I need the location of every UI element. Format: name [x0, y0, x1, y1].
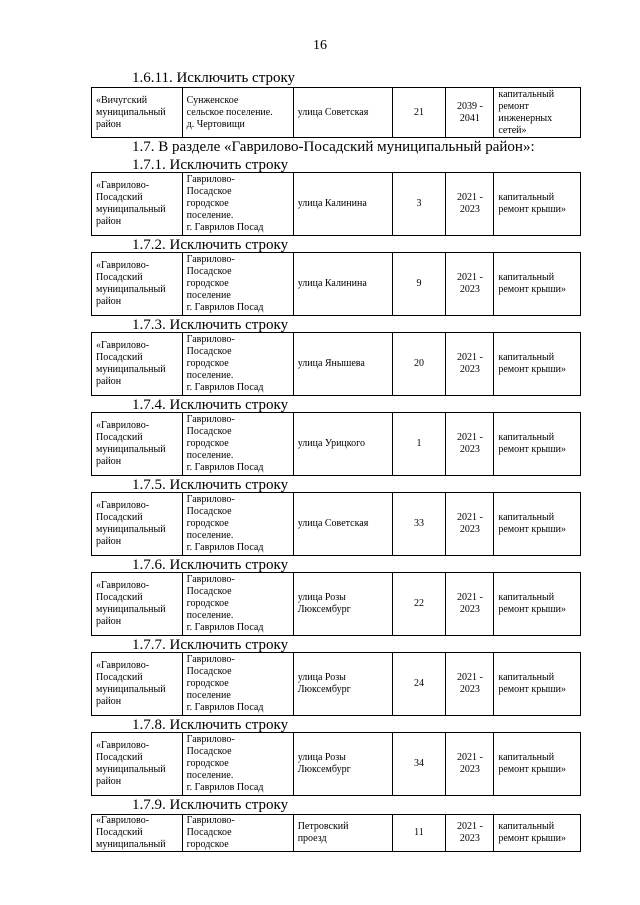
years-cell: 2021 - 2023: [457, 272, 483, 295]
work-cell: капитальный ремонт инженерных сетей»: [498, 88, 555, 136]
section-heading-1-7: 1.7. В разделе «Гаврилово-Посадский муниципальный район»:: [132, 139, 535, 155]
settlement-cell: Гаврилово- Посадское городское поселение. г. Гаврилов Посад: [186, 574, 264, 633]
heading-1-7-5: 1.7.5. Исключить строку: [132, 477, 289, 493]
district-cell: «Гаврилово- Посадский муниципальный район: [96, 340, 166, 387]
work-cell: капитальный ремонт крыши»: [498, 192, 566, 215]
street-cell: улица Розы Люксембург: [297, 752, 351, 775]
house-cell: 11: [414, 827, 424, 838]
table-row-1-7-6: [91, 572, 581, 636]
house-cell: 1: [416, 438, 422, 449]
table-row-1-7-5: [91, 492, 581, 556]
street-cell: Петровский проезд: [297, 821, 349, 844]
years-cell: 2039 - 2041: [457, 100, 483, 124]
table-row-1-7-3: [91, 332, 581, 396]
table-row-1-7-9: [91, 814, 581, 852]
district-cell: «Гаврилово- Посадский муниципальный район: [96, 260, 166, 307]
house-cell: 21: [413, 106, 424, 118]
house-cell: 24: [413, 678, 424, 689]
district-cell: «Вичугский муниципальный район: [96, 94, 166, 130]
settlement-cell: Гаврилово- Посадское городское поселение. г. Гаврилов Посад: [186, 334, 264, 393]
house-cell: 9: [416, 278, 422, 289]
settlement-cell: Гаврилово- Посадское городское поселение. г. Гаврилов Посад: [186, 734, 264, 793]
heading-1-7-2: 1.7.2. Исключить строку: [132, 237, 289, 253]
district-cell: «Гаврилово- Посадский муниципальный: [96, 815, 166, 850]
house-cell: 20: [413, 358, 424, 369]
settlement-cell: Гаврилово- Посадское городское поселение. г. Гаврилов Посад: [186, 174, 264, 233]
work-cell: капитальный ремонт крыши»: [498, 672, 566, 695]
page-number: 16: [313, 38, 327, 53]
street-cell: улица Калинина: [297, 198, 367, 209]
work-cell: капитальный ремонт крыши»: [498, 272, 566, 295]
years-cell: 2021 - 2023: [457, 432, 483, 455]
settlement-cell: Гаврилово- Посадское городское поселение. г. Гаврилов Посад: [186, 494, 264, 553]
table-row-1-7-2: [91, 252, 581, 316]
work-cell: капитальный ремонт крыши»: [498, 352, 566, 375]
settlement-cell: Сунженское сельское поселение. д. Чертовищи: [186, 94, 273, 130]
district-cell: «Гаврилово- Посадский муниципальный район: [96, 500, 166, 547]
street-cell: улица Урицкого: [297, 438, 365, 449]
work-cell: капитальный ремонт крыши»: [498, 752, 566, 775]
street-cell: улица Советская: [297, 518, 369, 529]
district-cell: «Гаврилово- Посадский муниципальный район: [96, 740, 166, 787]
heading-1-7-3: 1.7.3. Исключить строку: [132, 317, 289, 333]
settlement-cell: Гаврилово- Посадское городское: [186, 815, 235, 850]
work-cell: капитальный ремонт крыши»: [498, 432, 566, 455]
table-row-1-6-11: [91, 87, 581, 138]
street-cell: улица Розы Люксембург: [297, 592, 351, 615]
street-cell: улица Янышева: [297, 358, 365, 369]
street-cell: улица Калинина: [297, 278, 367, 289]
district-cell: «Гаврилово- Посадский муниципальный район: [96, 580, 166, 627]
settlement-cell: Гаврилово- Посадское городское поселение г. Гаврилов Посад: [186, 254, 264, 313]
years-cell: 2021 - 2023: [457, 821, 483, 844]
heading-1-7-8: 1.7.8. Исключить строку: [132, 717, 289, 733]
table-row-1-7-7: [91, 652, 581, 716]
district-cell: «Гаврилово- Посадский муниципальный район: [96, 180, 166, 227]
district-cell: «Гаврилово- Посадский муниципальный район: [96, 420, 166, 467]
street-cell: улица Советская: [297, 106, 369, 118]
years-cell: 2021 - 2023: [457, 192, 483, 215]
heading-1-7-4: 1.7.4. Исключить строку: [132, 397, 289, 413]
house-cell: 33: [413, 518, 424, 529]
house-cell: 34: [413, 758, 424, 769]
years-cell: 2021 - 2023: [457, 592, 483, 615]
years-cell: 2021 - 2023: [457, 512, 483, 535]
heading-1-7-9: 1.7.9. Исключить строку: [132, 797, 289, 813]
street-cell: улица Розы Люксембург: [297, 672, 351, 695]
years-cell: 2021 - 2023: [457, 352, 483, 375]
heading-1-7-6: 1.7.6. Исключить строку: [132, 557, 289, 573]
years-cell: 2021 - 2023: [457, 752, 483, 775]
table-row-1-7-4: [91, 412, 581, 476]
settlement-cell: Гаврилово- Посадское городское поселение. г. Гаврилов Посад: [186, 414, 264, 473]
work-cell: капитальный ремонт крыши»: [498, 512, 566, 535]
table-row-1-7-1: [91, 172, 581, 236]
heading-1-7-1: 1.7.1. Исключить строку: [132, 157, 289, 173]
work-cell: капитальный ремонт крыши»: [498, 592, 566, 615]
district-cell: «Гаврилово- Посадский муниципальный район: [96, 660, 166, 707]
heading-1-6-11: 1.6.11. Исключить строку: [132, 70, 296, 86]
house-cell: 3: [416, 198, 422, 209]
settlement-cell: Гаврилово- Посадское городское поселение г. Гаврилов Посад: [186, 654, 264, 713]
years-cell: 2021 - 2023: [457, 672, 483, 695]
table-row-1-7-8: [91, 732, 581, 796]
house-cell: 22: [413, 598, 424, 609]
heading-1-7-7: 1.7.7. Исключить строку: [132, 637, 289, 653]
work-cell: капитальный ремонт крыши»: [498, 821, 566, 844]
